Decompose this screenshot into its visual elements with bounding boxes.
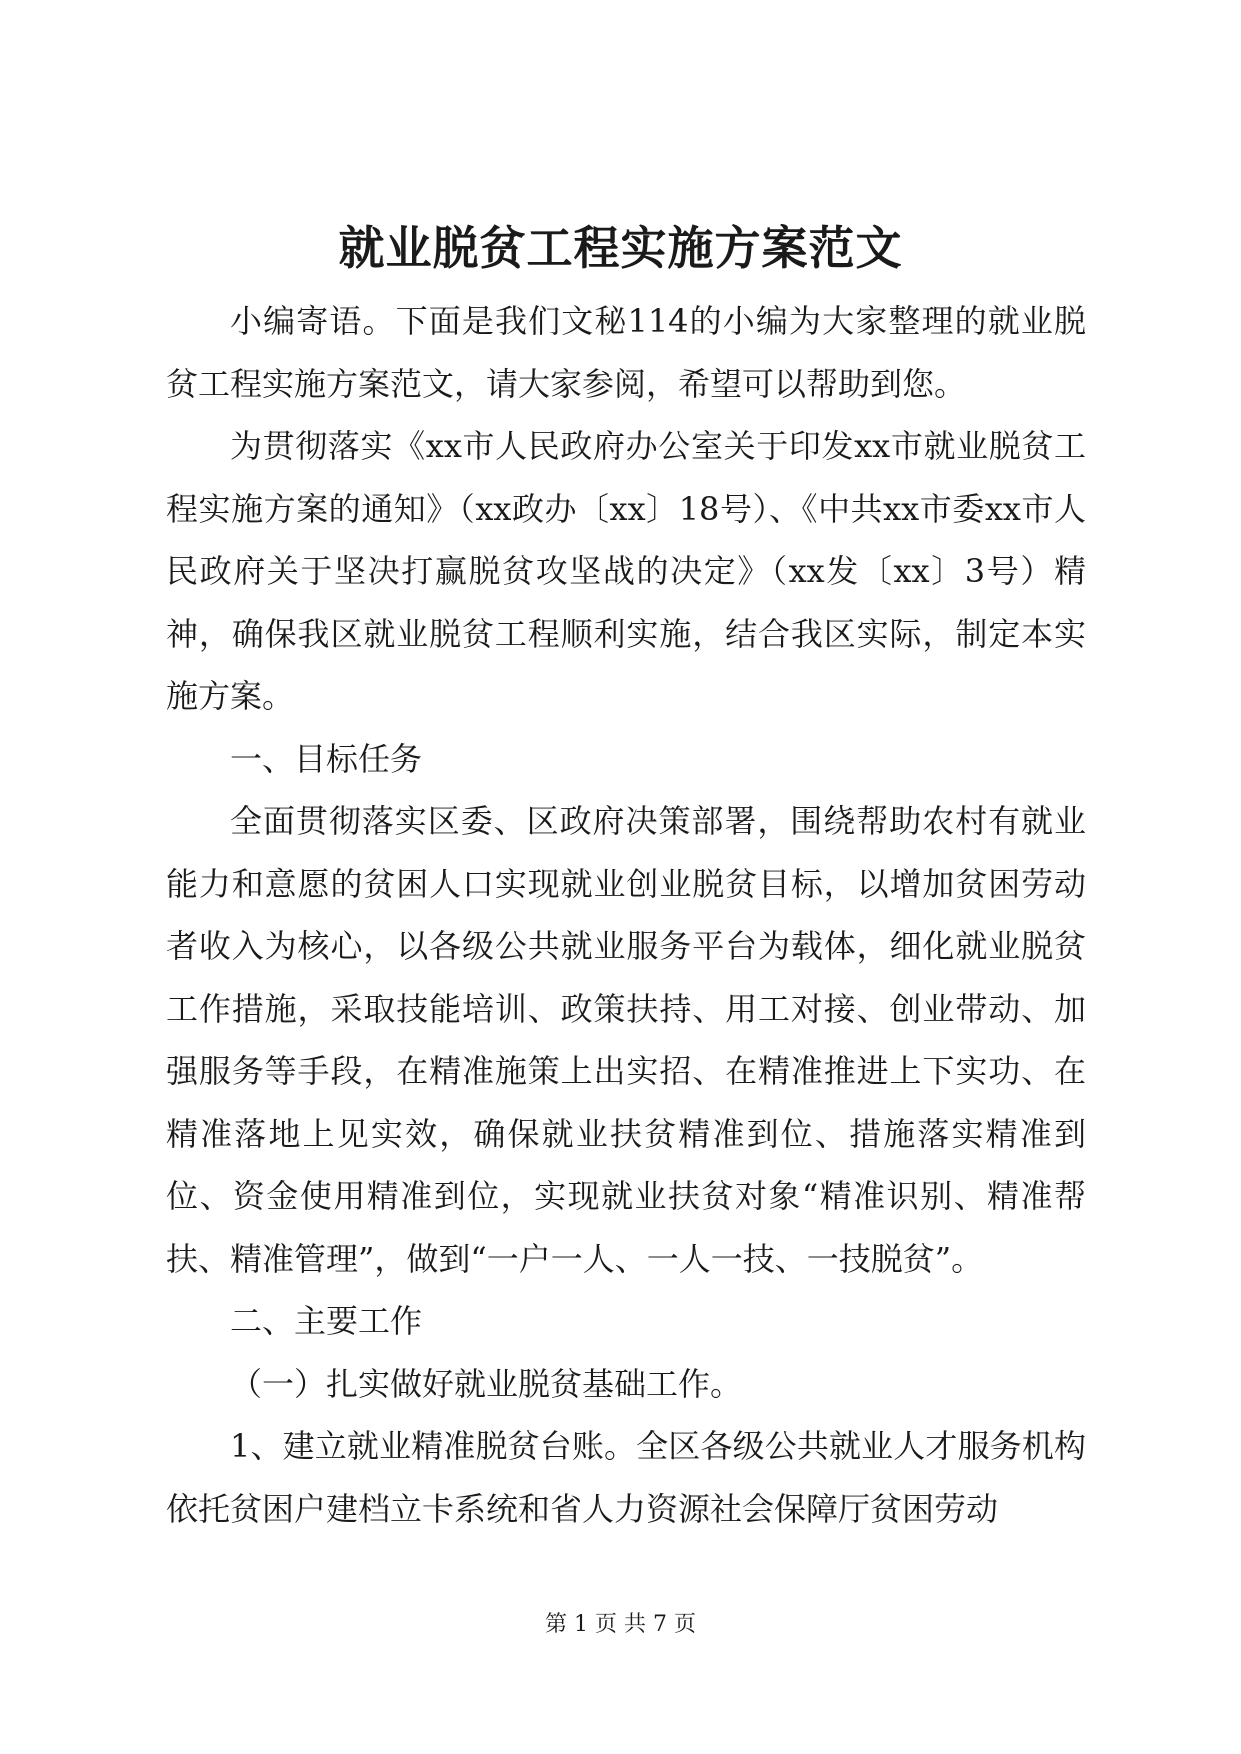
document-body — [166, 290, 1086, 1540]
section-heading-main-work: 二、主要工作 — [230, 1302, 423, 1340]
paragraph-purpose: 为贯彻落实《xx市人民政府办公室关于印发xx市就业脱贫工程实施方案的通知》（xx政办〔xx〕18号）、《中共xx市委xx市人民政府关于坚决打赢脱贫攻坚战的决定》（xx发〔xx〕3号）精神，确保我区就业脱贫工程顺利实施，结合我区实际，制定本实施方案。 — [166, 427, 1086, 715]
paragraph-ledger: 1、建立就业精准脱贫台账。全区各级公共就业人才服务机构依托贫困户建档立卡系统和省人力资源社会保障厅贫困劳动 — [166, 1427, 1086, 1528]
document-title: 就业脱贫工程实施方案范文 — [338, 221, 903, 275]
paragraph-goals: 全面贯彻落实区委、区政府决策部署，围绕帮助农村有就业能力和意愿的贫困人口实现就业创业脱贫目标，以增加贫困劳动者收入为核心，以各级公共就业服务平台为载体，细化就业脱贫工作措施，采取技能培训、政策扶持、用工对接、创业带动、加强服务等手段，在精准施策上出实招、在精准推进上下实功、在精准落地上见实效，确保就业扶贫精准到位、措施落实精准到位、资金使用精准到位，实现就业扶贫对象“精准识别、精准帮扶、精准管理”，做到“一户一人、一人一技、一技脱贫”。 — [166, 802, 1086, 1278]
section-heading-goals: 一、目标任务 — [230, 739, 423, 778]
page-number: 第 1 页 共 7 页 — [545, 1612, 696, 1637]
paragraph-intro: 小编寄语。下面是我们文秘114的小编为大家整理的就业脱贫工程实施方案范文，请大家参阅，希望可以帮助到您。 — [166, 302, 1086, 403]
subsection-heading-basic-work: （一）扎实做好就业脱贫基础工作。 — [230, 1364, 743, 1403]
